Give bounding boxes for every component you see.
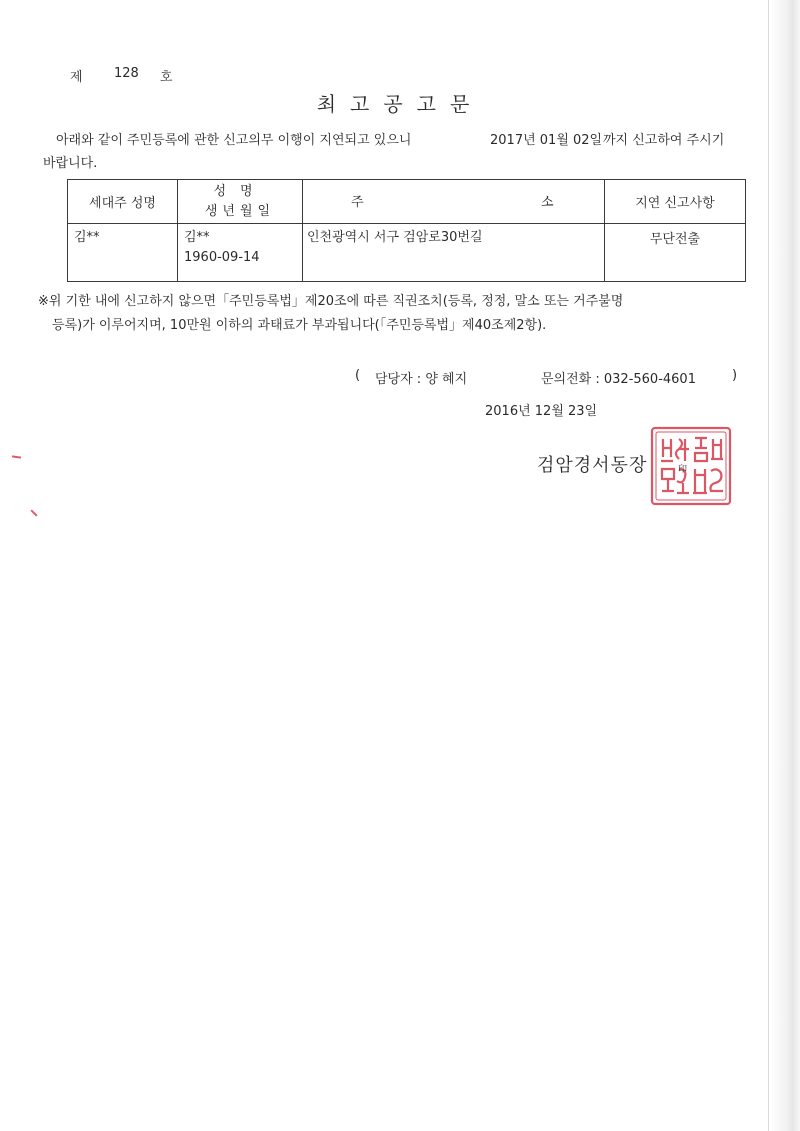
- document-number-value: 128: [114, 66, 139, 81]
- header-birthdate: 생년월일: [204, 203, 276, 219]
- scan-fold-line: [768, 0, 769, 1131]
- intro-text-line1: 아래와 같이 주민등록에 관한 신고의무 이행이 지연되고 있으니: [56, 133, 412, 148]
- warning-line2: 등록)가 이루어지며, 10만원 이하의 과태료가 부과됩니다(「주민등록법」제40조제2항).: [52, 318, 547, 333]
- seal-label: 印: [678, 465, 688, 475]
- document-number-prefix: 제: [70, 70, 83, 85]
- report-deadline: 2017년 01월 02일: [490, 133, 603, 148]
- warning-line1: ※위 기한 내에 신고하지 않으면「주민등록법」제20조에 따른 직권조치(등록, 정정, 말소 또는 거주불명: [38, 294, 624, 309]
- cell-name: 김**: [184, 230, 210, 245]
- cell-name-birthdate: [178, 224, 303, 282]
- cell-address: 인천광역시 서구 검암로30번길: [303, 224, 605, 282]
- table-row: [68, 224, 746, 282]
- contact-phone: 문의전화 : 032-560-4601: [541, 372, 696, 387]
- header-address-right: 소: [541, 195, 554, 210]
- issue-date: 2016년 12월 23일: [485, 404, 598, 419]
- stray-ink-mark: [30, 509, 37, 516]
- cell-delayed-report: 무단전출: [605, 224, 746, 282]
- document-title: 최고공고문: [316, 92, 484, 116]
- header-delayed-report: 지연 신고사항: [605, 180, 746, 224]
- intro-text-tail: 까지 신고하여 주시기: [603, 133, 725, 148]
- intro-text-line2: 바랍니다.: [43, 156, 98, 171]
- issuer-name: 검암경서동장: [537, 455, 648, 476]
- header-address: [303, 180, 605, 224]
- contact-close-paren: ): [732, 368, 738, 383]
- cell-birthdate: 1960-09-14: [184, 250, 260, 265]
- header-householder: 세대주 성명: [68, 180, 178, 224]
- scan-shadow-edge: [770, 0, 800, 1131]
- contact-open-paren: (: [355, 368, 361, 383]
- header-name: 성명: [213, 183, 267, 199]
- table-header-row: [68, 180, 746, 224]
- cell-householder: 김**: [68, 224, 178, 282]
- contact-person: 담당자 : 양 혜지: [375, 372, 468, 387]
- official-seal-stamp: [649, 425, 733, 507]
- header-address-left: 주: [351, 195, 364, 210]
- stray-ink-mark: [12, 455, 21, 458]
- resident-table: [67, 179, 746, 282]
- header-name-birthdate: [178, 180, 303, 224]
- document-number-suffix: 호: [160, 70, 173, 85]
